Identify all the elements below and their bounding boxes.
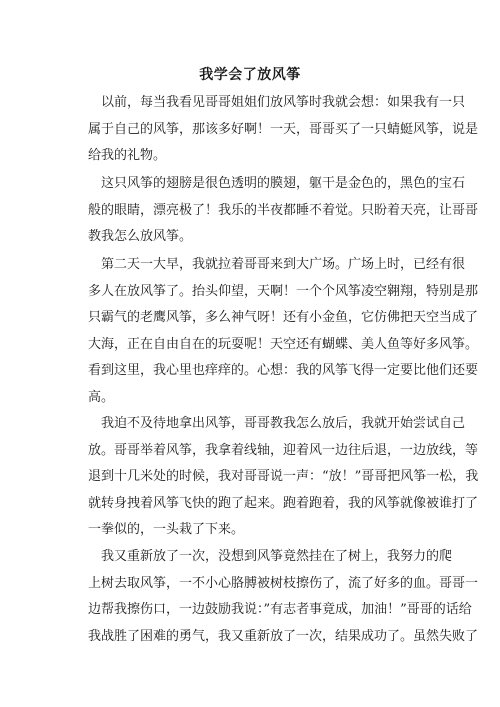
- text-line: 退到十几米处的时候，我对哥哥说一声：“放！”哥哥把风筝一松，我: [88, 469, 479, 484]
- text-line: 一拳似的，一头栽了下来。: [88, 522, 245, 537]
- text-line: 高。: [88, 389, 115, 405]
- text-line: 上树去取风筝，一不小心胳膊被树枝擦伤了，流了好多的血。哥哥一: [88, 575, 479, 591]
- text-line: 边帮我擦伤口，一边鼓励我说：”有志者事竟成，加油！”哥哥的话给: [88, 602, 472, 617]
- text-line: 我迫不及待地拿出风筝，哥哥教我怎么放后，我就开始尝试自己: [88, 416, 466, 431]
- text-line: 般的眼睛，漂亮极了！我乐的半夜都睡不着觉。只盼着天亮，让哥哥: [88, 202, 479, 218]
- text-line: 多人在放风筝了。抬头仰望，天啊！一个个风筝凌空翱翔，特别是那: [88, 283, 479, 299]
- paragraph-2: [88, 171, 479, 251]
- text-line: 给我的礼物。: [88, 148, 167, 163]
- paragraph-1: [88, 90, 479, 170]
- text-line: 这只风筝的翅膀是很色透明的膜翅，躯干是金色的，黑色的宝石: [88, 176, 466, 191]
- text-line: 看到这里，我心里也痒痒的。心想：我的风筝飞得一定要比他们还要: [88, 363, 479, 378]
- document-title: 我学会了放风筝: [199, 67, 301, 83]
- text-line: 只霸气的老鹰风筝，多么神气呀！还有小金鱼，它仿佛把天空当成了: [88, 310, 479, 325]
- text-line: 放。哥哥举着风筝，我拿着线轴，迎着风一边往后退，一边放线，等: [88, 442, 479, 458]
- paragraph-3: [88, 252, 479, 411]
- paragraph-5: [88, 544, 479, 650]
- text-line: 就转身拽着风筝飞快的跑了起来。跑着跑着，我的风筝就像被谁打了: [88, 495, 479, 511]
- text-line: 属于自己的风筝，那该多好啊！一天，哥哥买了一只蜻蜓风筝，说是: [88, 121, 479, 137]
- text-line: 以前，每当我看见哥哥姐姐们放风筝时我就会想：如果我有一只: [88, 95, 466, 110]
- text-line: 我战胜了困难的勇气，我又重新放了一次，结果成功了。虽然失败了: [88, 628, 479, 644]
- text-line: 教我怎么放风筝。: [88, 229, 193, 244]
- text-line: 第二天一大早，我就拉着哥哥来到大广场。广场上时，已经有很: [88, 257, 466, 272]
- paragraph-4: [88, 411, 479, 544]
- text-line: 大海，正在自由自在的玩耍呢！天空还有蝴蝶、美人鱼等好多风筝。: [88, 336, 479, 352]
- text-line: 我又重新放了一次，没想到风筝竟然挂在了树上，我努力的爬: [88, 549, 453, 564]
